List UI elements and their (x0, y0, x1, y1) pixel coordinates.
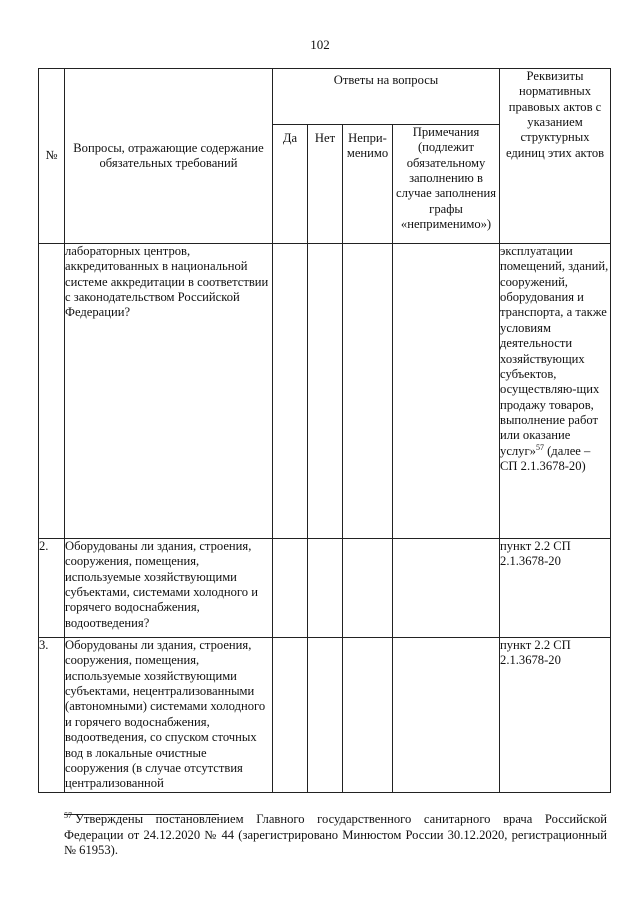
header-no-answer: Нет (308, 125, 343, 244)
answer-yes-cell[interactable] (273, 539, 308, 638)
row-number: 2. (39, 539, 65, 638)
notes-cell[interactable] (393, 638, 500, 793)
header-not-applicable: Непри-менимо (343, 125, 393, 244)
header-answers: Ответы на вопросы (273, 69, 500, 125)
answer-not-applicable-cell[interactable] (343, 638, 393, 793)
row-question: Оборудованы ли здания, строения, сооружения, помещения, используемые хозяйствующими субъектами, нецентрализованными (автономными) системами холодного и горячего водоснабжения, водоотведения, со спуском сточных вод в локальные очистные сооружения (в случае отсутствия централизованной (65, 638, 273, 793)
answer-yes-cell[interactable] (273, 244, 308, 539)
answer-yes-cell[interactable] (273, 638, 308, 793)
row-requisites: пункт 2.2 СП 2.1.3678-20 (500, 638, 611, 793)
header-notes: Примечания (подлежит обязательному заполнению в случае заполнения графы «неприменимо») (393, 125, 500, 244)
answer-no-cell[interactable] (308, 539, 343, 638)
footnote (64, 812, 607, 859)
notes-cell[interactable] (393, 244, 500, 539)
row-requisites: пункт 2.2 СП 2.1.3678-20 (500, 539, 611, 638)
answer-not-applicable-cell[interactable] (343, 244, 393, 539)
header-number: № (39, 69, 65, 244)
table-row (39, 539, 611, 638)
table-row (39, 244, 611, 539)
page-number: 102 (310, 37, 330, 52)
header-yes: Да (273, 125, 308, 244)
footnote-reference: 57 (535, 442, 544, 452)
table-row (39, 638, 611, 793)
answer-not-applicable-cell[interactable] (343, 539, 393, 638)
answer-no-cell[interactable] (308, 244, 343, 539)
requirements-table (38, 68, 611, 793)
header-requisites: Реквизиты нормативных правовых актов с указанием структурных единиц этих актов (500, 69, 611, 244)
header-questions: Вопросы, отражающие содержание обязательных требований (65, 69, 273, 244)
row-question: лабораторных центров, аккредитованных в национальной системе аккредитации в соответствии с законодательством Российской Федерации? (65, 244, 273, 539)
header-row-top (39, 69, 611, 125)
footnote-text: Утверждены постановлением Главного государственного санитарного врача Российской Федерации от 24.12.2020 № 44 (зарегистрировано Минюстом России 30.12.2020, регистрационный № 61953). (64, 812, 607, 858)
row-question: Оборудованы ли здания, строения, сооружения, помещения, используемые хозяйствующими субъектами, системами холодного и горячего водоснабжения, водоотведения? (65, 539, 273, 638)
row-requisites: эксплуатации помещений, зданий, сооружений, оборудования и транспорта, а также условиям деятельности хозяйствующих субъектов, осуществляю-щих продажу товаров, выполнение работ или оказание услуг»$^{57}$ (далее – СП 2.1.3678-20) (500, 244, 611, 539)
row-number (39, 244, 65, 539)
footnote-mark: 57 (64, 810, 72, 820)
row-number: 3. (39, 638, 65, 793)
answer-no-cell[interactable] (308, 638, 343, 793)
notes-cell[interactable] (393, 539, 500, 638)
